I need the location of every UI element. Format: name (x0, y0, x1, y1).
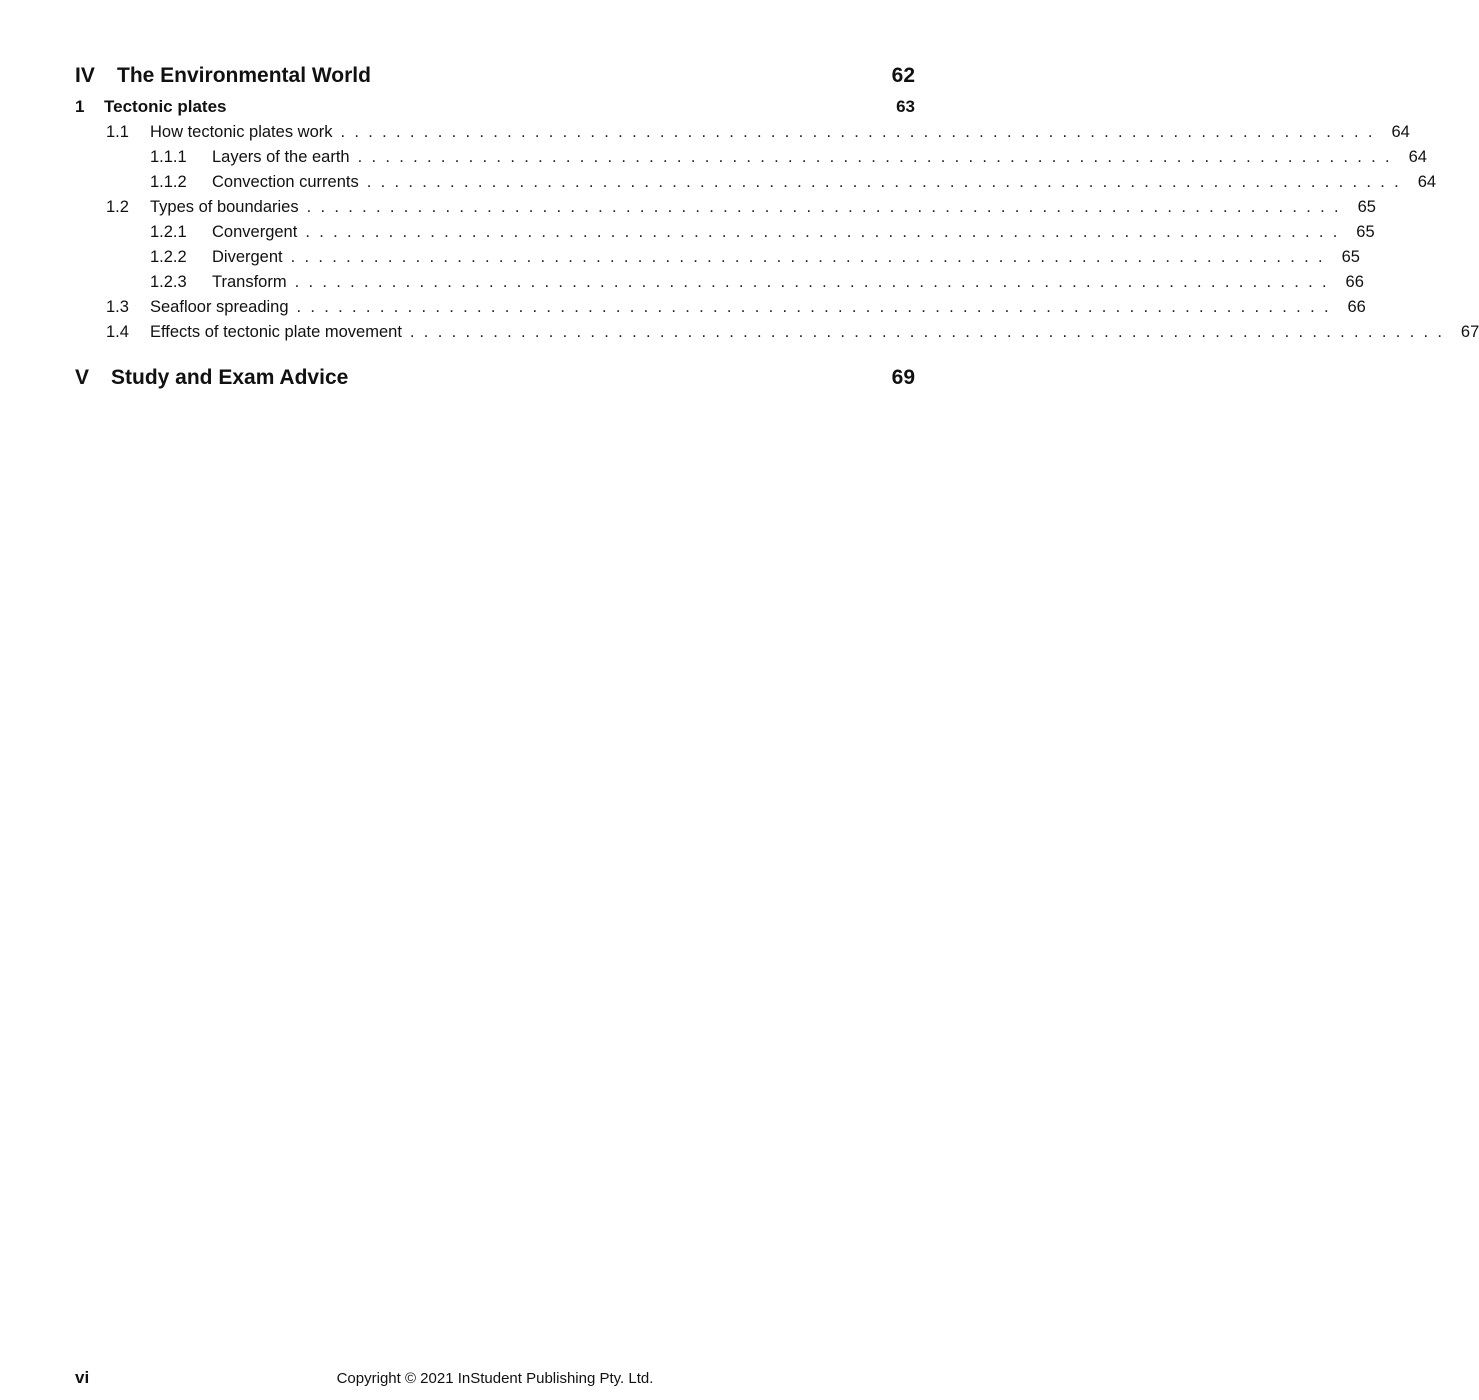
entry-title: Convection currents (212, 173, 359, 191)
dot-leader: ........................................................................... (305, 223, 1347, 241)
entry-page-number: 66 (1347, 298, 1366, 316)
entry-number: 1.2.1 (150, 223, 187, 241)
entry-title: Seafloor spreading (150, 298, 289, 316)
footer-page-number: vi (75, 1368, 90, 1387)
toc-entry-1-4[interactable] (106, 323, 1479, 342)
part-title: The Environmental World (117, 64, 371, 87)
entry-page-number: 64 (1408, 148, 1427, 166)
dot-leader: ........................................................................... (306, 198, 1348, 216)
entry-title: Transform (212, 273, 287, 291)
dot-leader: ........................................................................... (340, 123, 1382, 141)
part-number: IV (75, 64, 95, 87)
entry-number: 1.4 (106, 323, 129, 341)
entry-page-number: 64 (1391, 123, 1410, 141)
toc-entry-1-1-2[interactable] (150, 173, 1437, 192)
entry-title: Layers of the earth (212, 148, 350, 166)
dot-leader: ........................................................................... (290, 248, 1332, 266)
entry-number: 1.1 (106, 123, 129, 141)
dot-leader: ........................................................................... (357, 148, 1399, 166)
toc-entry-1-2-1[interactable] (150, 223, 1375, 242)
entry-number: 1.1.1 (150, 148, 187, 166)
entry-title: Divergent (212, 248, 283, 266)
toc-entry-1-2-2[interactable] (150, 248, 1360, 267)
chapter-title: Tectonic plates (104, 97, 227, 116)
entry-number: 1.3 (106, 298, 129, 316)
entry-title: Types of boundaries (150, 198, 299, 216)
entry-number: 1.2.3 (150, 273, 187, 291)
entry-title: How tectonic plates work (150, 123, 333, 141)
toc-part-v[interactable] (75, 366, 915, 390)
part-number: V (75, 366, 90, 389)
part-page-number: 69 (891, 366, 915, 389)
entry-page-number: 65 (1357, 198, 1376, 216)
part-title: Study and Exam Advice (111, 366, 349, 389)
entry-title: Effects of tectonic plate movement (150, 323, 402, 341)
footer-copyright: Copyright © 2021 InStudent Publishing Pty. Ltd. (336, 1370, 654, 1387)
toc-entry-1-2[interactable] (106, 198, 1376, 217)
dot-leader: ........................................................................... (296, 298, 1338, 316)
entry-number: 1.2.2 (150, 248, 187, 266)
dot-leader: ........................................................................... (409, 323, 1452, 341)
entry-page-number: 66 (1345, 273, 1364, 291)
entry-page-number: 65 (1356, 223, 1375, 241)
dot-leader: ........................................................................... (366, 173, 1409, 191)
chapter-number: 1 (75, 97, 85, 116)
entry-page-number: 64 (1417, 173, 1437, 191)
entry-number: 1.1.2 (150, 173, 187, 191)
toc-part-iv[interactable] (75, 64, 915, 88)
toc-entry-1-1-1[interactable] (150, 148, 1427, 167)
toc-entry-1-2-3[interactable] (150, 273, 1364, 292)
chapter-page-number: 63 (896, 97, 915, 116)
entry-title: Convergent (212, 223, 298, 241)
part-page-number: 62 (891, 64, 915, 87)
entry-page-number: 67 (1460, 323, 1479, 341)
entry-number: 1.2 (106, 198, 129, 216)
toc-entry-1-3[interactable] (106, 298, 1366, 317)
dot-leader: ........................................................................... (294, 273, 1336, 291)
toc-entry-1-1[interactable] (106, 123, 1410, 142)
entry-page-number: 65 (1341, 248, 1360, 266)
toc-chapter-1[interactable] (75, 97, 915, 117)
